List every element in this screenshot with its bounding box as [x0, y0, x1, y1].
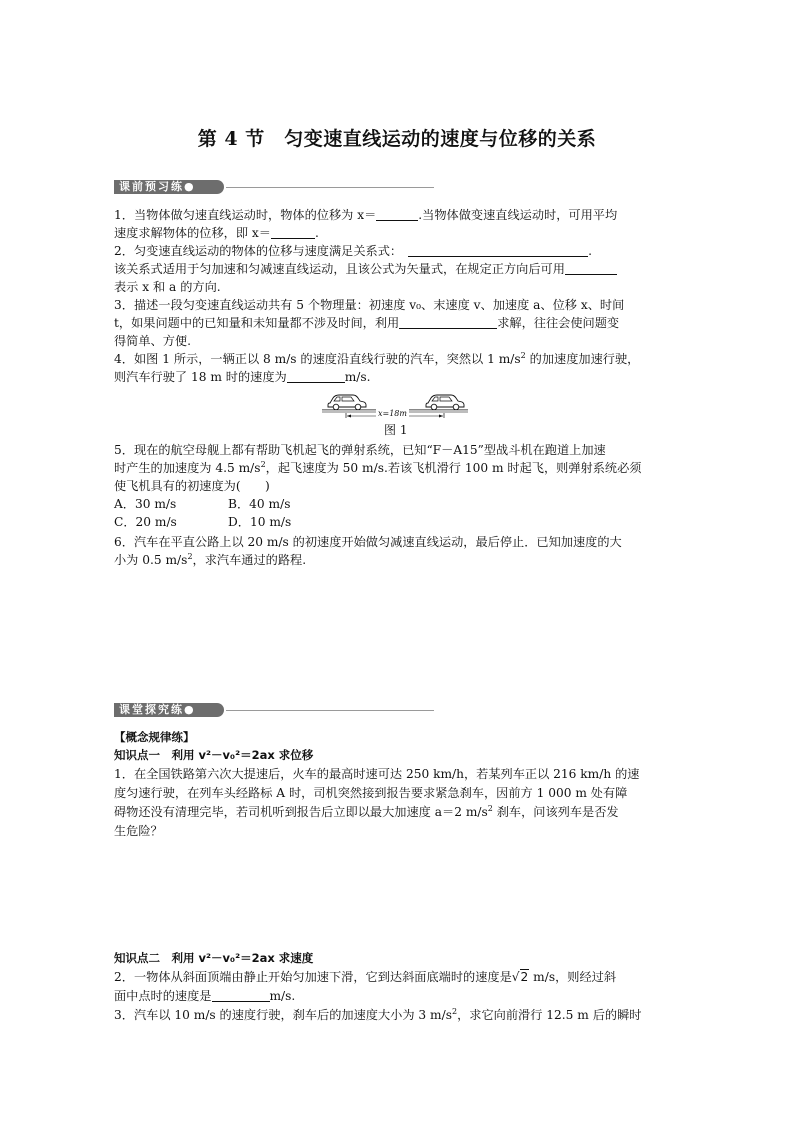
car-right-icon — [426, 395, 464, 410]
q3-text-d: 得简单、方便. — [114, 334, 191, 348]
q1-line-1 — [114, 206, 684, 224]
page-title: 第 4 节 匀变速直线运动的速度与位移的关系 — [197, 128, 597, 150]
q3-text-b: t，如果问题中的已知量和未知量都不涉及时间，利用 — [114, 316, 400, 330]
sqrt-radicand: 2 — [520, 970, 529, 984]
q2-text-b: . — [588, 244, 592, 258]
e3-text-a2: ，求它向前滑行 12.5 m 后的瞬时 — [457, 1008, 642, 1022]
q4-line-1 — [114, 350, 684, 368]
e2-text-c: m/s. — [269, 989, 296, 1003]
e1-text-c: 碍物还没有清理完毕，若司机听到报告后立即以最大加速度 a＝2 m/s — [114, 805, 488, 819]
e1-line-2 — [114, 784, 684, 802]
q1-blank-2[interactable] — [271, 225, 315, 239]
e2-line-2 — [114, 987, 684, 1005]
q6-line-1 — [114, 533, 684, 551]
sqrt-symbol: √2 — [511, 970, 529, 984]
q2-text-d: 表示 x 和 a 的方向. — [114, 280, 221, 294]
e1-line-3 — [114, 803, 684, 821]
q5-option-c[interactable]: C．20 m/s — [114, 515, 177, 529]
e1-text-a: 1．在全国铁路第六次大提速后，火车的最高时速可达 250 km/h，若某列车正以 216 km/h 的速 — [114, 767, 640, 781]
q5-sup: 2 — [260, 460, 266, 469]
q5-option-d[interactable]: D．10 m/s — [228, 515, 292, 529]
q6-sup: 2 — [187, 552, 193, 561]
q6-text-b: 小为 0.5 m/s — [114, 553, 188, 567]
knowledge-point-2: 知识点二 利用 v²－v₀²＝2ax 求速度 — [114, 951, 314, 965]
e2-text-b: 面中点时的速度是 — [114, 989, 212, 1003]
e2-text-a2: m/s，则经过斜 — [529, 970, 617, 984]
q4-text-c: m/s. — [344, 370, 371, 384]
q4-text-a2: 的加速度加速行驶， — [525, 352, 640, 366]
q5-line-3 — [114, 477, 684, 495]
section-rule — [226, 710, 434, 711]
q2-blank-1[interactable] — [408, 243, 588, 257]
q5-options-row-1 — [114, 495, 684, 513]
q3-text-c: 求解，往往会使问题变 — [497, 316, 620, 330]
q3-line-1 — [114, 296, 684, 314]
q1-blank-1[interactable] — [376, 207, 418, 221]
q4-sup: 2 — [520, 351, 526, 360]
section-rule — [226, 187, 434, 188]
q5-text-a: 5．现在的航空母舰上都有帮助飞机起飞的弹射系统，已知“F－A15”型战斗机在跑道上加速 — [114, 443, 606, 457]
q1-text-b: .当物体做变速直线运动时，可用平均 — [418, 208, 618, 222]
q2-text-a: 2．匀变速直线运动的物体的位移与速度满足关系式： — [114, 244, 403, 258]
e3-line-1 — [114, 1006, 684, 1024]
e1-text-c2: 刹车，问该列车是否发 — [492, 805, 619, 819]
e3-sup: 2 — [451, 1007, 458, 1016]
q5-text-c: 使飞机具有的初速度为( ) — [114, 479, 270, 493]
section-tag-preview: 课前预习练● — [114, 180, 224, 194]
q1-text-d: . — [315, 226, 319, 240]
figure-distance-label: x=18m — [378, 409, 407, 418]
q4-blank-1[interactable] — [287, 369, 345, 383]
e1-sup: 2 — [487, 804, 493, 813]
q4-text-a: 4．如图 1 所示，一辆正以 8 m/s 的速度沿直线行驶的汽车，突然以 1 m/s — [114, 352, 521, 366]
e1-text-d: 生危险？ — [114, 824, 163, 838]
e1-line-4 — [114, 822, 684, 840]
q5-line-1 — [114, 441, 684, 459]
q2-blank-2[interactable] — [565, 261, 617, 275]
e1-line-1 — [114, 765, 684, 783]
q5-option-a[interactable]: A．30 m/s — [114, 497, 177, 511]
q4-text-b: 则汽车行驶了 18 m 时的速度为 — [114, 370, 287, 384]
concept-heading: 【概念规律练】 — [114, 730, 195, 744]
q3-blank-1[interactable] — [399, 315, 497, 329]
q5-options-row-2 — [114, 513, 684, 531]
q5-text-b: 时产生的加速度为 4.5 m/s — [114, 461, 261, 475]
section-header-preview — [114, 180, 434, 194]
q1-text-c: 速度求解物体的位移，即 x＝ — [114, 226, 271, 240]
q6-text-b2: ，求汽车通过的路程. — [192, 553, 307, 567]
e2-line-1 — [114, 968, 684, 986]
e3-text-a: 3．汽车以 10 m/s 的速度行驶，刹车后的加速度大小为 3 m/s — [114, 1008, 452, 1022]
q6-text-a: 6．汽车在平直公路上以 20 m/s 的初速度开始做匀减速直线运动，最后停止．已知加速度的大 — [114, 535, 622, 549]
knowledge-point-1: 知识点一 利用 v²－v₀²＝2ax 求位移 — [114, 748, 314, 762]
figure-caption: 图 1 — [384, 423, 408, 437]
q1-text-a: 1．当物体做匀速直线运动时，物体的位移为 x＝ — [114, 208, 377, 222]
q1-line-2 — [114, 224, 684, 242]
q3-line-3 — [114, 332, 684, 350]
q5-line-2 — [114, 459, 684, 477]
q5-option-b[interactable]: B．40 m/s — [228, 497, 291, 511]
q5-text-b2: ，起飞速度为 50 m/s.若该飞机滑行 100 m 时起飞，则弹射系统必须 — [265, 461, 642, 475]
q3-text-a: 3．描述一段匀变速直线运动共有 5 个物理量：初速度 v₀、末速度 v、加速度 a、位移 x、时间 — [114, 298, 625, 312]
q4-line-2 — [114, 368, 684, 386]
q3-line-2 — [114, 314, 684, 332]
section-tag-class: 课堂探究练● — [114, 703, 224, 717]
e2-text-a: 2．一物体从斜面顶端由静止开始匀加速下滑，它到达斜面底端时的速度是 — [114, 970, 512, 984]
car-left-icon — [328, 395, 366, 410]
section-header-class — [114, 703, 434, 717]
q2-line-3 — [114, 278, 684, 296]
q2-line-1 — [114, 242, 684, 260]
q6-line-2 — [114, 551, 684, 569]
e1-text-b: 度匀速行驶，在列车头经路标 A 时，司机突然接到报告要求紧急刹车，因前方 1 000 m 处有障 — [114, 786, 628, 800]
e2-blank-1[interactable] — [212, 988, 270, 1002]
q2-line-2 — [114, 260, 684, 278]
q2-text-c: 该关系式适用于匀加速和匀减速直线运动，且该公式为矢量式，在规定正方向后可用 — [114, 262, 565, 276]
